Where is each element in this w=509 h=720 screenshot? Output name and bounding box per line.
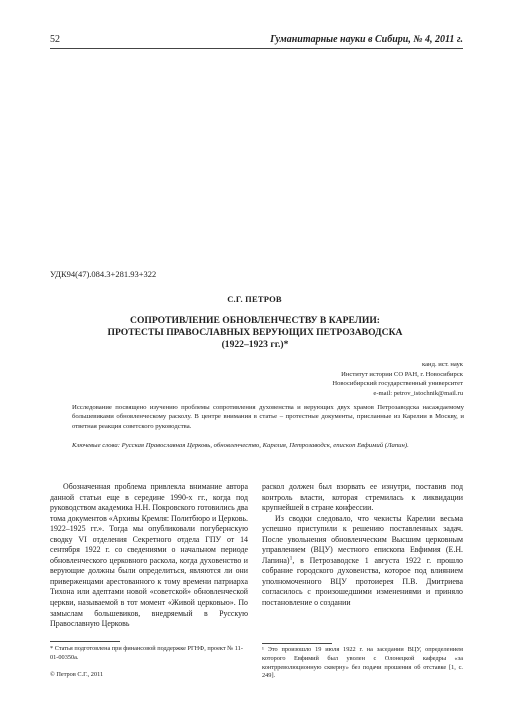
footnote-ref: 1 — [289, 555, 293, 562]
footnote-divider-left — [50, 641, 120, 642]
journal-title: Гуманитарные науки в Сибири, № 4, 2011 г. — [270, 34, 463, 45]
affiliation-institute: Институт истории СО РАН, г. Новосибирск — [341, 370, 463, 378]
header-divider — [50, 48, 463, 49]
udk-code: УДК94(47).084.3+281.93+322 — [50, 269, 157, 279]
body-paragraph: Обозначенная проблема привлекла внимание автора данной статьи еще в середине 1990-х гг., когда под руководством академика Н.Н. Покровского готовились два тома документов «Архивы Кремля: Политбюро и Церковь. 1922–1925 гг.». Тогда мы опубликовали погубернскую сводку VI отделения Секретного отдела ГПУ от 14 сентября 1922 г. со сведениями о начальном периоде обновленческого церковного раскола, когда духовенство и верующие должны были определиться, являются ли они приверженцами арестованного к тому времени патриарха Тихона или адептами новой «советской» обновленческой церкви, называемой в тот момент «Живой церковью». По замыслам большевиков, внедряемый в Русскую Православную Церковь — [50, 482, 248, 629]
footnote-1: ¹ Это произошло 19 июля 1922 г. на заседании ВЦУ, определением которого Евфимий был уволен с Олонецкой кафедры «за контрреволюционную скверну» без подачи прошения об отставке [1, с. 249]. — [262, 646, 463, 680]
author-name: С.Г. ПЕТРОВ — [227, 294, 282, 304]
title-line-2: ПРОТЕСТЫ ПРАВОСЛАВНЫХ ВЕРУЮЩИХ ПЕТРОЗАВОДСКА — [107, 327, 403, 338]
article-title — [60, 315, 450, 351]
keywords-label: Ключевые слова: — [72, 442, 120, 449]
author-affiliation — [203, 360, 463, 398]
body-paragraph-2: Из сводки следовало, что чекисты Карелии весьма успешно приступили к решению поставленных задач. После увольнения обновленческим Высшим церковным управлением (ВЦУ) местного епископа Евфимия (Е.Н. Лапина)$^1$, в Петрозаводске 1 августа 1922 г. прошло собрание городского духовенства, которое под влиянием уполномоченного ВЦУ протоиерея П.В. Дмитриева согласилось с произошедшими изменениями и приняло постановление о создании — [262, 513, 463, 608]
body-paragraph-continued: раскол должен был взорвать ее изнутри, поставив под контроль власти, которая стремилась к ликвидации крупнейшей в стране конфессии. — [262, 482, 463, 513]
title-line-3: (1922–1923 гг.)* — [221, 339, 289, 350]
copyright-notice: © Петров С.Г., 2011 — [50, 671, 104, 678]
affiliation-university: Новосибирский государственный университет — [332, 380, 463, 387]
abstract: Исследование посвящено изучению проблемы сопротивления духовенства и верующих двух храмов Петрозаводска насаждаемому большевиками обновленческому расколу. В центре внимания в статье – протестные документы, присланные из Карелии в Москву, и ответная реакция советского руководства. — [72, 404, 464, 430]
affiliation-email: e-mail: petrov_istochnik@mail.ru — [373, 389, 463, 397]
footnote-divider-right — [262, 643, 332, 644]
affiliation-degree: канд. ист. наук — [422, 361, 463, 368]
body-left-column — [50, 482, 248, 630]
keywords — [72, 441, 464, 450]
keywords-list: Русская Православная Церковь, обновленчество, Карелия, Петрозаводск, епископ Евфимий (Лапин). — [121, 442, 409, 449]
funding-footnote: * Статья подготовлена при финансовой поддержке РГНФ, проект № 11-01-00350а. — [50, 645, 243, 661]
body-right-column — [262, 482, 463, 609]
title-line-1: СОПРОТИВЛЕНИЕ ОБНОВЛЕНЧЕСТВУ В КАРЕЛИИ: — [130, 315, 380, 326]
page-number: 52 — [50, 34, 60, 45]
